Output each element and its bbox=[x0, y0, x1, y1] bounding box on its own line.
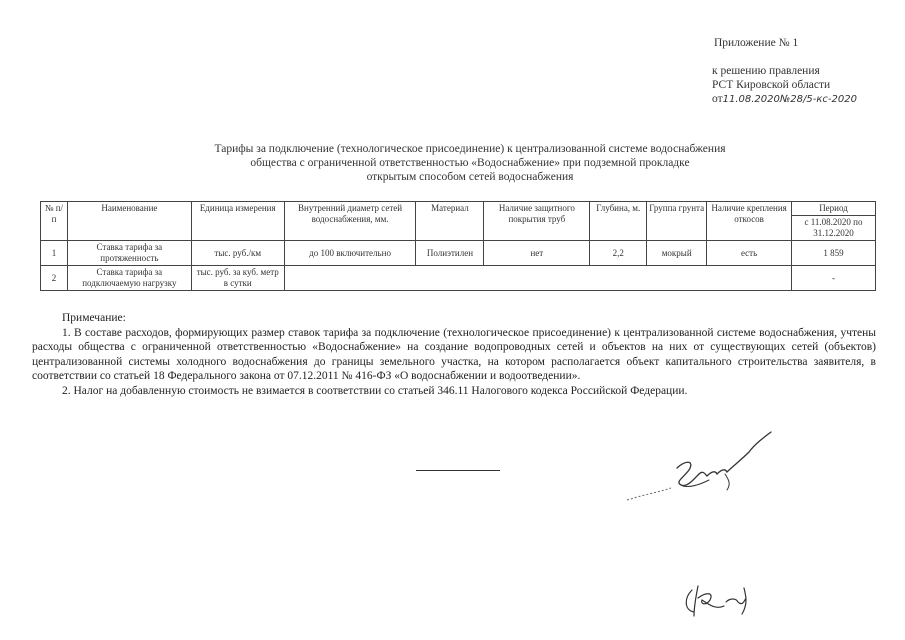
cell-soil: мокрый bbox=[647, 241, 707, 266]
cell-unit: тыс. руб./км bbox=[191, 241, 284, 266]
cell-empty-span bbox=[284, 266, 791, 291]
appendix-authority: РСТ Кировской области bbox=[712, 79, 831, 91]
note-item-2: 2. Налог на добавленную стоимость не взимается в соответствии со статьей 346.11 Налогового кодекса Российской Федерации. bbox=[62, 384, 688, 397]
header-name: Наименование bbox=[67, 202, 191, 241]
signature-line bbox=[416, 470, 500, 471]
notes-heading: Примечание: bbox=[62, 312, 126, 324]
cell-name: Ставка тарифа за протяженность bbox=[67, 241, 191, 266]
appendix-date-line bbox=[712, 92, 897, 107]
tariff-table bbox=[40, 201, 876, 291]
cell-slopes: есть bbox=[707, 241, 792, 266]
appendix-title: Приложение № 1 bbox=[714, 37, 799, 49]
header-diameter: Внутренний диаметр сетей водоснабжения, мм. bbox=[284, 202, 416, 241]
header-cover: Наличие защитного покрытия труб bbox=[484, 202, 590, 241]
header-period-range: с 11.08.2020 по 31.12.2020 bbox=[792, 216, 876, 241]
appendix-handwritten-number: 11.08.2020№28/5-кс-2020 bbox=[722, 94, 857, 105]
header-period: Период bbox=[792, 202, 876, 216]
appendix-block bbox=[712, 36, 897, 107]
appendix-date-prefix: от bbox=[712, 93, 723, 105]
appendix-decision: к решению правления bbox=[712, 65, 820, 77]
title-line-2: общества с ограниченной ответственностью «Водоснабжение» при подземной прокладке bbox=[250, 157, 690, 169]
title-line-3: открытым способом сетей водоснабжения bbox=[366, 171, 574, 183]
cell-material: Полиэтилен bbox=[416, 241, 484, 266]
cell-depth: 2,2 bbox=[590, 241, 647, 266]
cell-unit: тыс. руб. за куб. метр в сутки bbox=[191, 266, 284, 291]
cell-value: - bbox=[792, 266, 876, 291]
table-row bbox=[41, 266, 876, 291]
cell-diameter: до 100 включительно bbox=[284, 241, 416, 266]
signature-handwritten bbox=[625, 430, 775, 505]
header-slopes: Наличие крепления откосов bbox=[707, 202, 792, 241]
cell-num: 1 bbox=[41, 241, 68, 266]
cell-value: 1 859 bbox=[792, 241, 876, 266]
title-line-1: Тарифы за подключение (технологическое присоединение) к централизованной системе водоснабжения bbox=[214, 143, 726, 155]
cell-num: 2 bbox=[41, 266, 68, 291]
header-soil: Группа грунта bbox=[647, 202, 707, 241]
header-material: Материал bbox=[416, 202, 484, 241]
table-row bbox=[41, 241, 876, 266]
note-item-1: 1. В составе расходов, формирующих размер ставок тарифа за подключение (технологическое присоединение) к централизованной системе водоснабжения, учтены расходы общества с ограниченной ответственностью «Водоснабжение» на создание водопроводных сетей и объектов на них от существующих сетей (объектов) централизованной системы холодного водоснабжения до границы земельного участка, на котором располагается объект капитального строительства заявителя, в соответствии со статьей 18 Федерального закона от 07.12.2011 № 416-ФЗ «О водоснабжении и водоотведении». bbox=[32, 326, 876, 382]
initials-handwritten bbox=[680, 580, 760, 620]
header-unit: Единица измерения bbox=[191, 202, 284, 241]
cell-cover: нет bbox=[484, 241, 590, 266]
table-header-row bbox=[41, 202, 876, 216]
header-depth: Глубина, м. bbox=[590, 202, 647, 241]
notes-section bbox=[32, 311, 876, 398]
header-num: № п/п bbox=[41, 202, 68, 241]
cell-name: Ставка тарифа за подключаемую нагрузку bbox=[67, 266, 191, 291]
document-title bbox=[140, 142, 800, 184]
